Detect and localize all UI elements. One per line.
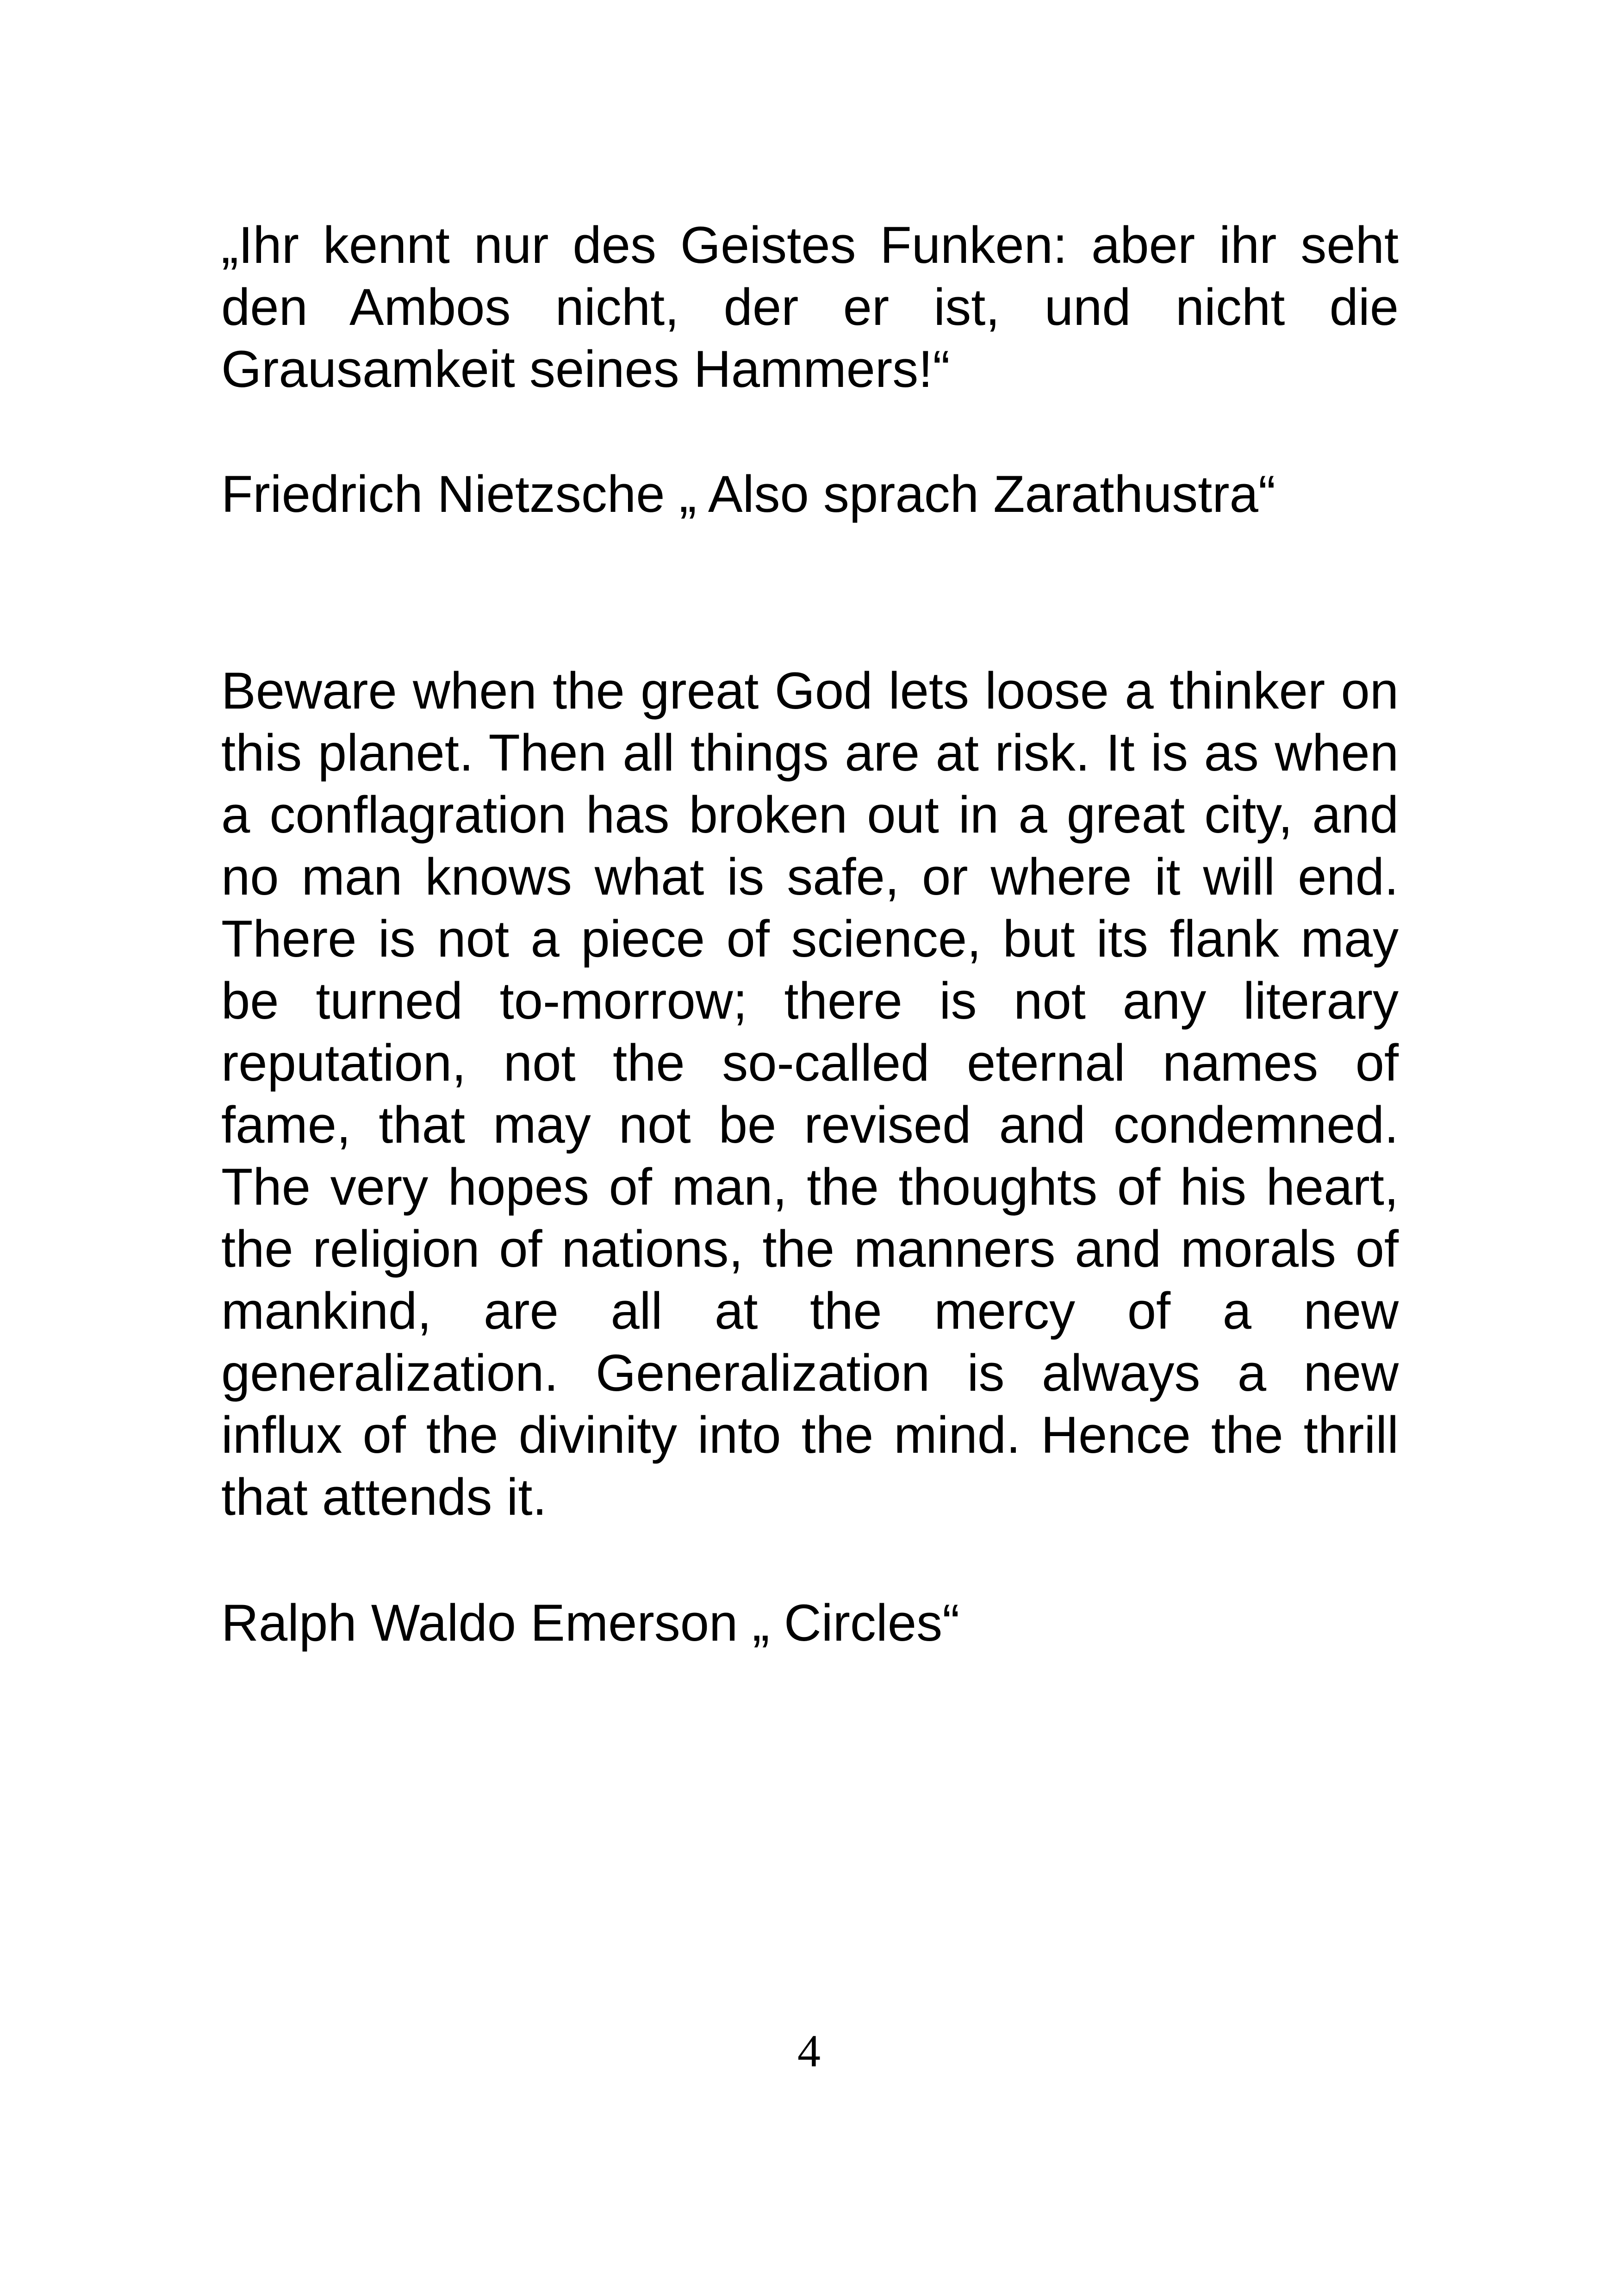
- quote-nietzsche: „Ihr kennt nur des Geistes Funken: aber ihr seht den Ambos nicht, der er ist, und nicht die Grausamkeit seines Hammers!“: [221, 216, 1399, 398]
- quote-emerson: Beware when the great God lets loose a thinker on this planet. Then all things are at risk. It is as when a conflagration has broken out in a great city, and no man knows what is safe, or where it will end. There is not a piece of science, but its flank may be turned to-morrow; there is not any literary reputation, not the so-called eternal names of fame, that may not be revised and condemned. The very hopes of man, the thoughts of his heart, the religion of nations, the manners and morals of mankind, are all at the mercy of a new generalization. Generalization is always a new influx of the divinity into the mind. Hence the thrill that attends it.: [221, 662, 1399, 1526]
- attribution-emerson: Ralph Waldo Emerson „ Circles“: [221, 1594, 960, 1652]
- page-number: 4: [797, 2025, 821, 2077]
- attribution-nietzsche: Friedrich Nietzsche „ Also sprach Zarathustra“: [221, 465, 1276, 523]
